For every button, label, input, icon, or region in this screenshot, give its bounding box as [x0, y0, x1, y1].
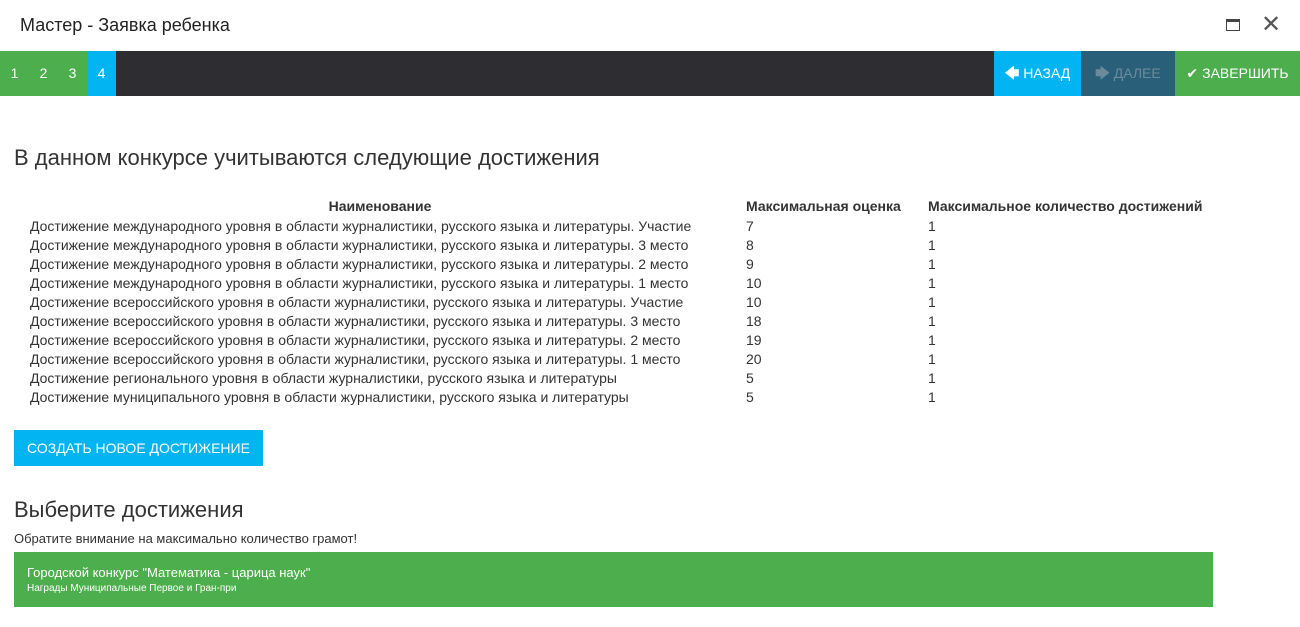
step-3[interactable]: 3: [58, 51, 87, 96]
column-header-name: Наименование: [328, 198, 432, 214]
table-header-row: [22, 196, 1210, 216]
finish-button[interactable]: [1175, 51, 1300, 96]
cell-max-count: 1: [928, 274, 936, 291]
table-row: [22, 273, 1210, 292]
cell-max-count: 1: [928, 217, 936, 234]
cell-max-score: 8: [746, 236, 754, 253]
achievement-subtitle: Награды Муниципальные Первое и Гран-при: [27, 583, 237, 594]
cell-name: Достижение международного уровня в области журналистики, русского языка и литературы. 1 место: [30, 274, 689, 291]
cell-max-score: 5: [746, 388, 754, 405]
cell-name: Достижение всероссийского уровня в области журналистики, русского языка и литературы. 1 место: [30, 350, 681, 367]
cell-max-score: 5: [746, 369, 754, 386]
table-row: [22, 387, 1210, 406]
cell-max-score: 9: [746, 255, 754, 272]
achievements-heading: В данном конкурсе учитываются следующие достижения: [14, 145, 600, 170]
table-row: [22, 368, 1210, 387]
cell-max-count: 1: [928, 236, 936, 253]
step-2[interactable]: 2: [29, 51, 58, 96]
next-button-label: ДАЛЕЕ: [1113, 65, 1161, 81]
table-row: [22, 349, 1210, 368]
table-row: [22, 330, 1210, 349]
cell-name: Достижение всероссийского уровня в области журналистики, русского языка и литературы. Участие: [30, 293, 684, 310]
achievement-card[interactable]: [14, 552, 1213, 607]
table-row: [22, 311, 1210, 330]
table-row: [22, 292, 1210, 311]
arrow-left-icon: 🡄: [1004, 65, 1020, 81]
back-button-label: НАЗАД: [1023, 65, 1071, 81]
cell-max-count: 1: [928, 312, 936, 329]
finish-button-label: ЗАВЕРШИТЬ: [1202, 65, 1289, 81]
cell-max-count: 1: [928, 331, 936, 348]
cell-max-count: 1: [928, 350, 936, 367]
cell-max-score: 18: [746, 312, 762, 329]
create-achievement-button[interactable]: СОЗДАТЬ НОВОЕ ДОСТИЖЕНИЕ: [14, 430, 263, 466]
max-certificates-note: Обратите внимание на максимально количество грамот!: [14, 531, 358, 546]
cell-max-score: 20: [746, 350, 762, 367]
next-button[interactable]: [1081, 51, 1175, 96]
close-icon[interactable]: ✕: [1260, 11, 1282, 38]
cell-max-count: 1: [928, 388, 936, 405]
achievements-table: [22, 196, 1210, 406]
table-row: [22, 235, 1210, 254]
cell-name: Достижение муниципального уровня в области журналистики, русского языка и литературы: [30, 388, 629, 405]
cell-max-score: 19: [746, 331, 762, 348]
cell-name: Достижение международного уровня в области журналистики, русского языка и литературы. 2 место: [30, 255, 689, 272]
maximize-icon[interactable]: [1222, 14, 1244, 36]
cell-max-score: 7: [746, 217, 754, 234]
table-row: [22, 254, 1210, 273]
cell-max-score: 10: [746, 274, 762, 291]
column-header-max-score: Максимальная оценка: [746, 198, 901, 214]
arrow-right-icon: 🡆: [1095, 65, 1110, 81]
back-button[interactable]: [994, 51, 1081, 96]
step-1[interactable]: 1: [0, 51, 29, 96]
check-icon: ✔: [1186, 65, 1199, 81]
cell-max-score: 10: [746, 293, 762, 310]
select-achievements-heading: Выберите достижения: [14, 497, 244, 522]
cell-max-count: 1: [928, 369, 936, 386]
cell-name: Достижение регионального уровня в области журналистики, русского языка и литературы: [30, 369, 617, 386]
cell-max-count: 1: [928, 255, 936, 272]
window-titlebar: [0, 0, 1300, 51]
cell-name: Достижение международного уровня в области журналистики, русского языка и литературы. Участие: [30, 217, 692, 234]
wizard-steps: [0, 51, 116, 96]
achievement-title: Городской конкурс "Математика - царица наук": [27, 565, 311, 580]
window-title: Мастер - Заявка ребенка: [20, 15, 230, 35]
table-row: [22, 216, 1210, 235]
cell-name: Достижение всероссийского уровня в области журналистики, русского языка и литературы. 2 место: [30, 331, 681, 348]
cell-name: Достижение всероссийского уровня в области журналистики, русского языка и литературы. 3 место: [30, 312, 681, 329]
step-4[interactable]: 4: [87, 51, 116, 96]
wizard-toolbar: [0, 51, 1300, 96]
column-header-max-count: Максимальное количество достижений: [928, 198, 1203, 214]
cell-max-count: 1: [928, 293, 936, 310]
cell-name: Достижение международного уровня в области журналистики, русского языка и литературы. 3 место: [30, 236, 689, 253]
